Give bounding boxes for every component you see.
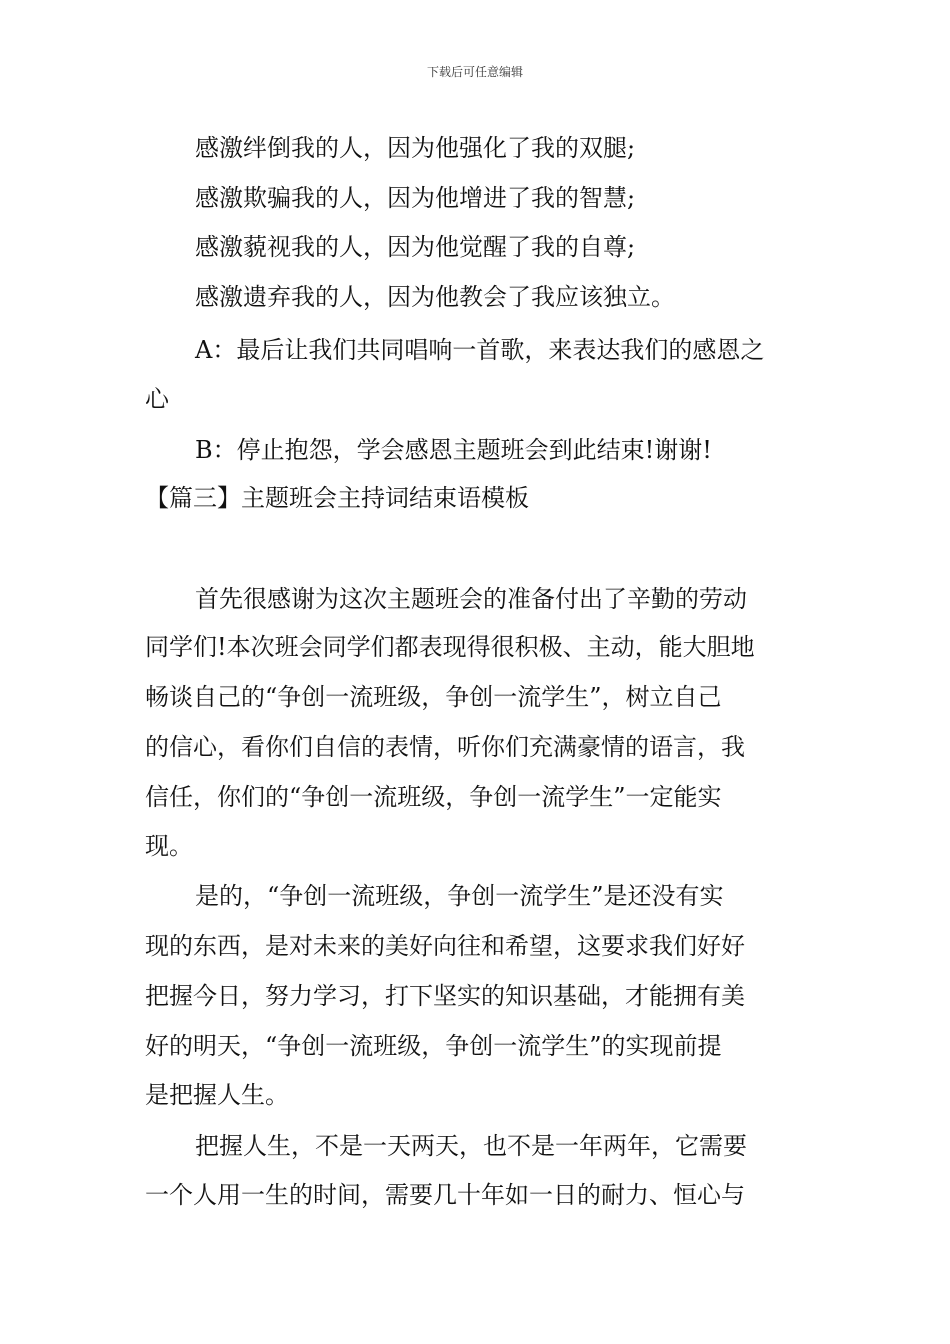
paragraph-line: 的信心，看你们自信的表情，听你们充满豪情的语言，我 xyxy=(145,733,745,761)
paragraph-line: 把握人生，不是一天两天，也不是一年两年，它需要 xyxy=(195,1132,747,1160)
section-heading: 【篇三】主题班会主持词结束语模板 xyxy=(145,484,529,512)
dialogue-a-line: A：最后让我们共同唱响一首歌，来表达我们的感恩之 xyxy=(195,336,765,364)
paragraph-line: 把握今日，努力学习，打下坚实的知识基础，才能拥有美 xyxy=(145,982,745,1010)
poem-line: 感激遗弃我的人，因为他教会了我应该独立。 xyxy=(195,283,675,311)
paragraph-line: 同学们!本次班会同学们都表现得很积极、主动，能大胆地 xyxy=(145,633,755,661)
paragraph-line: 现。 xyxy=(145,832,193,860)
page-header: 下载后可任意编辑 xyxy=(426,65,523,79)
dialogue-a-continuation: 心 xyxy=(145,385,169,413)
paragraph-line: 是把握人生。 xyxy=(145,1081,289,1109)
poem-line: 感激绊倒我的人，因为他强化了我的双腿; xyxy=(195,134,636,162)
paragraph-line: 是的，“争创一流班级，争创一流学生”是还没有实 xyxy=(195,882,724,910)
paragraph-line: 现的东西，是对未来的美好向往和希望，这要求我们好好 xyxy=(145,932,745,960)
poem-line: 感激欺骗我的人，因为他增进了我的智慧; xyxy=(195,184,636,212)
dialogue-b-line: B：停止抱怨，学会感恩主题班会到此结束!谢谢! xyxy=(195,436,712,464)
paragraph-line: 畅谈自己的“争创一流班级，争创一流学生”，树立自己 xyxy=(145,683,722,711)
paragraph-line: 首先很感谢为这次主题班会的准备付出了辛勤的劳动 xyxy=(195,585,747,613)
paragraph-line: 一个人用一生的时间，需要几十年如一日的耐力、恒心与 xyxy=(145,1181,745,1209)
poem-line: 感激藐视我的人，因为他觉醒了我的自尊; xyxy=(195,233,636,261)
paragraph-line: 好的明天，“争创一流班级，争创一流学生”的实现前提 xyxy=(145,1032,722,1060)
paragraph-line: 信任，你们的“争创一流班级，争创一流学生”一定能实 xyxy=(145,783,722,811)
